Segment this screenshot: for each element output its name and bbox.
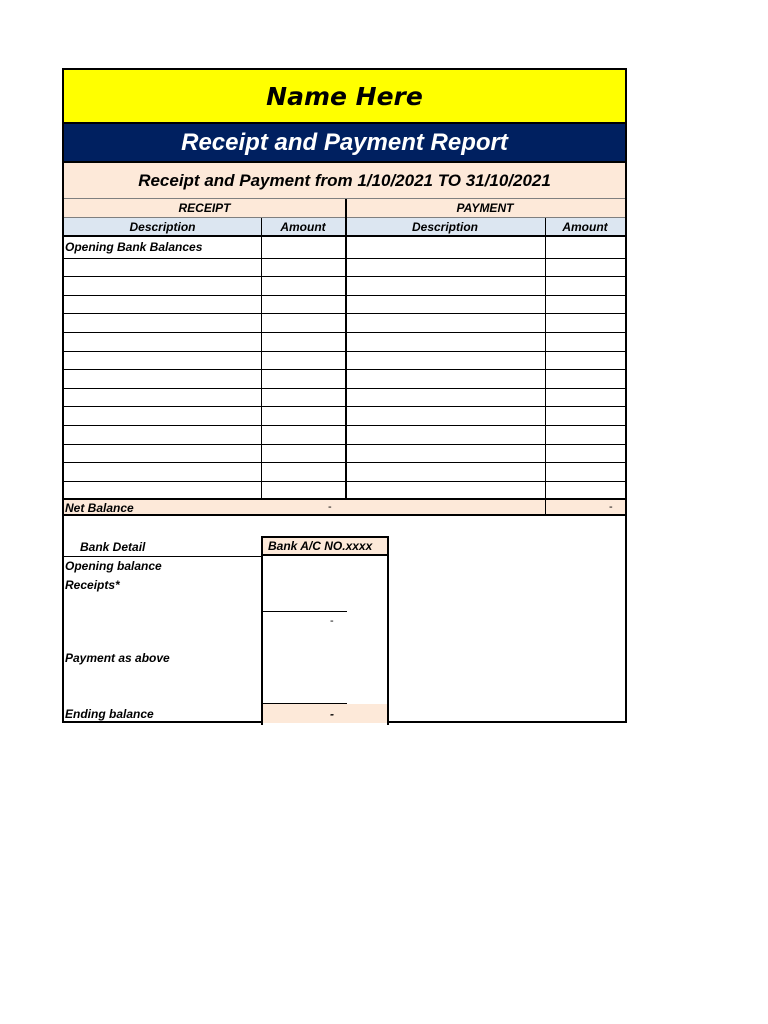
column-divider — [545, 498, 546, 516]
net-receipt-amount: - — [328, 501, 332, 513]
subtotal-value: - — [330, 615, 334, 627]
receipt-description-header: Description — [64, 218, 261, 237]
ending-balance-value: - — [330, 707, 334, 721]
net-payment-amount: - — [609, 501, 613, 513]
bank-section-line — [64, 556, 261, 557]
opening-bank-balances-label: Opening Bank Balances — [65, 240, 203, 254]
period-title: Receipt and Payment from 1/10/2021 TO 31/10/2021 — [64, 163, 625, 199]
payment-description-header: Description — [345, 218, 545, 237]
net-balance-label: Net Balance — [65, 501, 134, 515]
ending-balance-label: Ending balance — [65, 707, 154, 721]
payment-amount-header: Amount — [545, 218, 625, 237]
payment-as-above-label: Payment as above — [65, 651, 170, 665]
bank-account-header: Bank A/C NO.xxxx — [261, 536, 389, 556]
receipt-amount-header: Amount — [261, 218, 345, 237]
report-title: Receipt and Payment Report — [64, 124, 625, 163]
report-sheet — [62, 68, 627, 723]
ending-balance-cell — [263, 704, 387, 723]
subtotal-line — [263, 611, 347, 612]
receipts-label: Receipts* — [65, 578, 120, 592]
column-divider — [261, 218, 262, 498]
bank-detail-label: Bank Detail — [80, 540, 146, 554]
bank-amount-box — [261, 536, 389, 725]
opening-balance-label: Opening balance — [65, 559, 162, 573]
name-title: Name Here — [64, 70, 625, 124]
payment-section-header: PAYMENT — [345, 199, 625, 218]
column-divider — [545, 218, 546, 498]
net-balance-row — [64, 498, 625, 516]
receipt-payment-divider — [345, 199, 347, 498]
receipt-section-header: RECEIPT — [64, 199, 345, 218]
